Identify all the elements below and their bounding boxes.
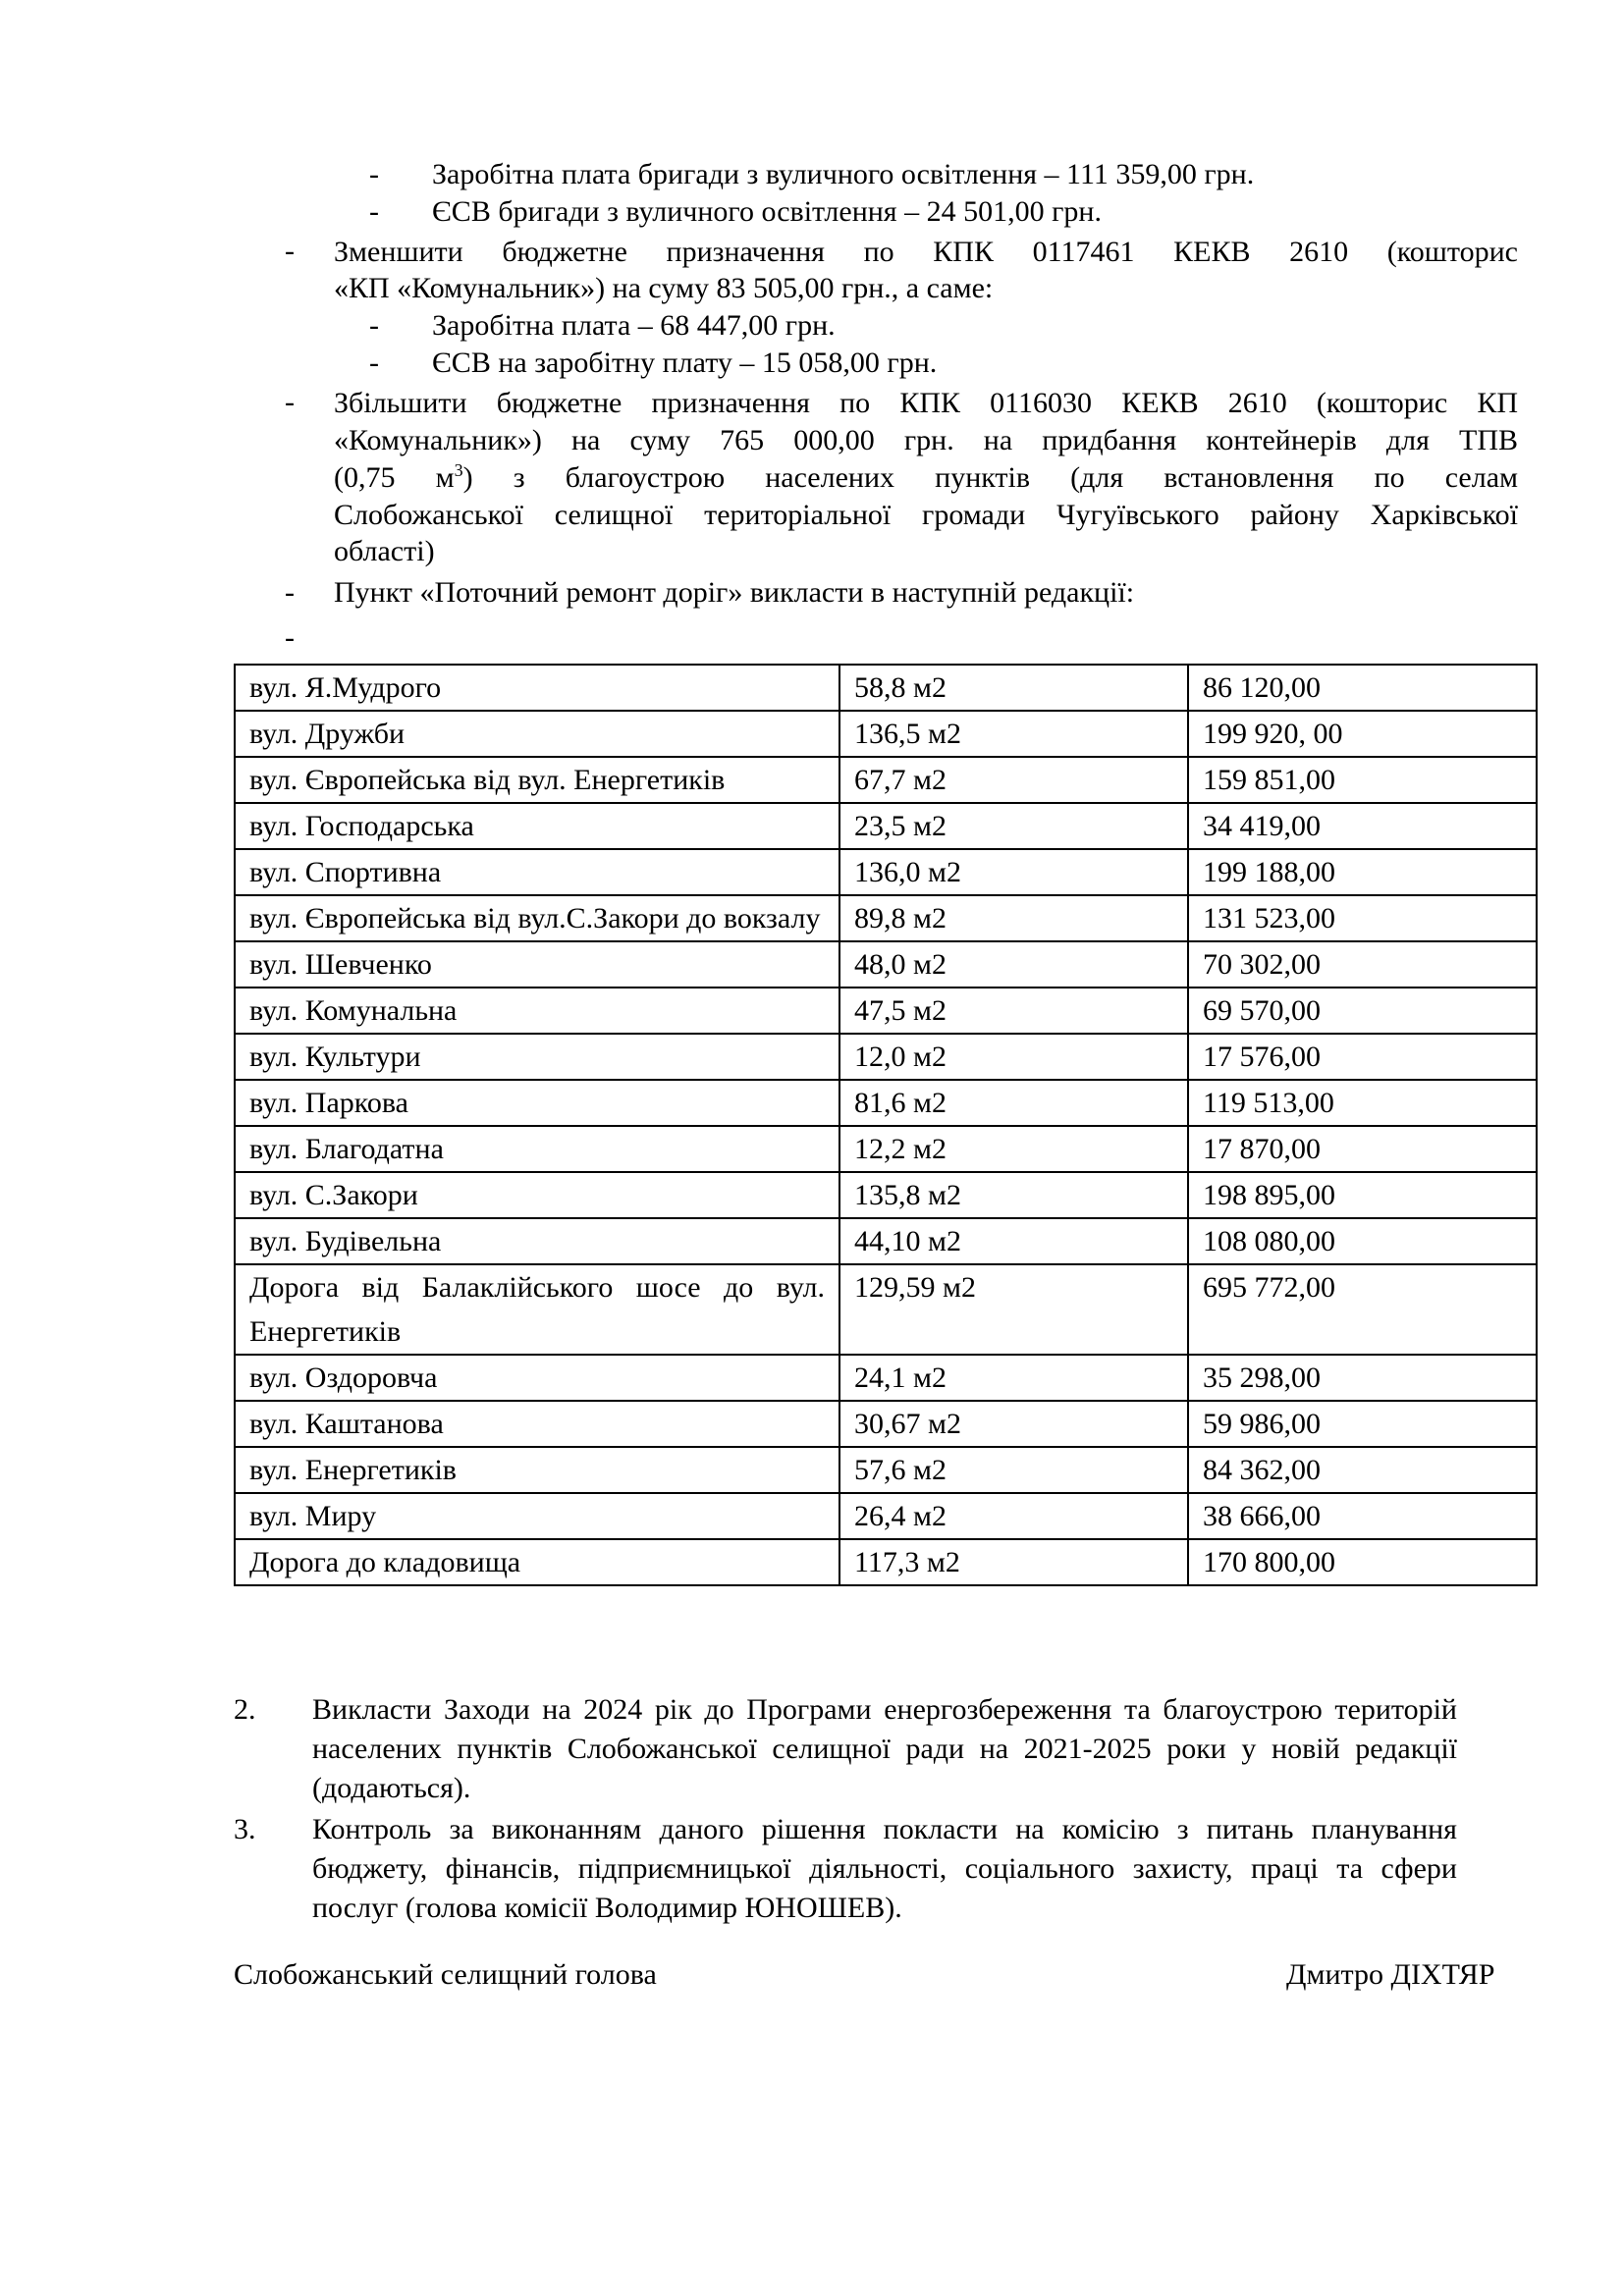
list-dash: - (285, 576, 295, 609)
table-row (235, 895, 1537, 941)
list-dash: - (369, 309, 379, 342)
list-dash: - (369, 195, 379, 228)
table-row (235, 1355, 1537, 1401)
area-cell: 47,5 м2 (839, 988, 1188, 1034)
cost-cell: 159 851,00 (1188, 757, 1537, 803)
list-dash: - (285, 235, 295, 267)
area-cell: 67,7 м2 (839, 757, 1188, 803)
list-dash: - (369, 158, 379, 190)
roads-item-text: Пункт «Поточний ремонт доріг» викласти в наступній редакції: (334, 576, 1135, 609)
street-cell: вул. Каштанова (235, 1401, 839, 1447)
table-row (235, 1172, 1537, 1218)
table-row (235, 1493, 1537, 1539)
area-cell: 136,5 м2 (839, 711, 1188, 757)
sub-item-esv-lighting: ЄСВ бригади з вуличного освітлення – 24 501,00 грн. (432, 195, 1102, 228)
street-cell: Дорога від Балаклійського шосе до вул. Енергетиків (235, 1264, 839, 1355)
cost-cell: 199 188,00 (1188, 849, 1537, 895)
table-row (235, 941, 1537, 988)
street-cell: вул. Благодатна (235, 1126, 839, 1172)
cost-cell: 119 513,00 (1188, 1080, 1537, 1126)
item-number: 2. (234, 1693, 256, 1726)
item-number: 3. (234, 1813, 256, 1845)
cost-cell: 70 302,00 (1188, 941, 1537, 988)
cost-cell: 17 576,00 (1188, 1034, 1537, 1080)
street-cell: вул. Господарська (235, 803, 839, 849)
street-cell: вул. Шевченко (235, 941, 839, 988)
increase-line3-pre: (0,75 м (334, 461, 455, 494)
table-row (235, 1264, 1537, 1355)
cost-cell: 35 298,00 (1188, 1355, 1537, 1401)
area-cell: 12,2 м2 (839, 1126, 1188, 1172)
area-cell: 48,0 м2 (839, 941, 1188, 988)
table-row (235, 1401, 1537, 1447)
cost-cell: 86 120,00 (1188, 665, 1537, 711)
sub-item-esv: ЄСВ на заробітну плату – 15 058,00 грн. (432, 347, 938, 379)
area-cell: 24,1 м2 (839, 1355, 1188, 1401)
increase-item-line1: Збільшити бюджетне призначення по КПК 0116030 КЕКВ 2610 (кошторис КП (334, 387, 1518, 419)
increase-item-line5: області) (334, 535, 435, 567)
area-cell: 81,6 м2 (839, 1080, 1188, 1126)
cost-cell: 38 666,00 (1188, 1493, 1537, 1539)
area-cell: 44,10 м2 (839, 1218, 1188, 1264)
table-row (235, 757, 1537, 803)
cost-cell: 131 523,00 (1188, 895, 1537, 941)
cost-cell: 108 080,00 (1188, 1218, 1537, 1264)
sub-item-salary: Заробітна плата – 68 447,00 грн. (432, 309, 836, 342)
table-row (235, 711, 1537, 757)
list-dash: - (369, 347, 379, 379)
area-cell: 23,5 м2 (839, 803, 1188, 849)
increase-item-line2: «Комунальник») на суму 765 000,00 грн. на придбання контейнерів для ТПВ (334, 424, 1518, 456)
table-row (235, 1034, 1537, 1080)
street-cell: вул. Європейська від вул. Енергетиків (235, 757, 839, 803)
area-cell: 89,8 м2 (839, 895, 1188, 941)
street-cell: вул. Дружби (235, 711, 839, 757)
list-dash: - (285, 386, 295, 418)
street-cell: вул. Я.Мудрого (235, 665, 839, 711)
area-cell: 58,8 м2 (839, 665, 1188, 711)
cost-cell: 59 986,00 (1188, 1401, 1537, 1447)
increase-item-line3 (334, 459, 1518, 496)
street-cell: вул. Комунальна (235, 988, 839, 1034)
decrease-item-line1: Зменшити бюджетне призначення по КПК 0117461 КЕКВ 2610 (кошторис (334, 236, 1518, 268)
list-dash: - (285, 621, 295, 654)
item-text: Викласти Заходи на 2024 рік до Програми енергозбереження та благоустрою територій населених пунктів Слобожанської селищної ради на 2021-2025 роки у новій редакції (додаються). (312, 1693, 1457, 1804)
cost-cell: 170 800,00 (1188, 1539, 1537, 1585)
cubic-superscript: 3 (454, 460, 463, 480)
roads-table (234, 664, 1538, 1586)
area-cell: 129,59 м2 (839, 1264, 1188, 1355)
street-cell: вул. Спортивна (235, 849, 839, 895)
area-cell: 117,3 м2 (839, 1539, 1188, 1585)
table-row (235, 1218, 1537, 1264)
area-cell: 135,8 м2 (839, 1172, 1188, 1218)
item-text: Контроль за виконанням даного рішення покласти на комісію з питань планування бюджету, фінансів, підприємницької діяльності, соціального захисту, праці та сфери послуг (голова комісії Володимир ЮНОШЕВ). (312, 1813, 1457, 1924)
street-cell: вул. Оздоровча (235, 1355, 839, 1401)
area-cell: 30,67 м2 (839, 1401, 1188, 1447)
area-cell: 26,4 м2 (839, 1493, 1188, 1539)
table-row (235, 1080, 1537, 1126)
signature-name: Дмитро ДІХТЯР (1286, 1958, 1495, 1991)
cost-cell: 198 895,00 (1188, 1172, 1537, 1218)
decrease-item-line2: «КП «Комунальник») на суму 83 505,00 грн., а саме: (334, 272, 994, 304)
cost-cell: 69 570,00 (1188, 988, 1537, 1034)
table-row (235, 665, 1537, 711)
sub-item-salary-lighting: Заробітна плата бригади з вуличного освітлення – 111 359,00 грн. (432, 158, 1255, 190)
cost-cell: 199 920, 00 (1188, 711, 1537, 757)
street-cell: вул. Культури (235, 1034, 839, 1080)
street-cell: вул. Будівельна (235, 1218, 839, 1264)
table-row (235, 1447, 1537, 1493)
table-row (235, 849, 1537, 895)
street-cell: вул. Миру (235, 1493, 839, 1539)
cost-cell: 34 419,00 (1188, 803, 1537, 849)
street-cell: Дорога до кладовища (235, 1539, 839, 1585)
signature-position: Слобожанський селищний голова (234, 1958, 657, 1991)
area-cell: 57,6 м2 (839, 1447, 1188, 1493)
cost-cell: 17 870,00 (1188, 1126, 1537, 1172)
table-row (235, 988, 1537, 1034)
table-row (235, 803, 1537, 849)
street-cell: вул. Енергетиків (235, 1447, 839, 1493)
table-row (235, 1539, 1537, 1585)
area-cell: 12,0 м2 (839, 1034, 1188, 1080)
cost-cell: 84 362,00 (1188, 1447, 1537, 1493)
street-cell: вул. Паркова (235, 1080, 839, 1126)
increase-item-line4: Слобожанської селищної територіальної громади Чугуївського району Харківської (334, 499, 1518, 531)
table-row (235, 1126, 1537, 1172)
increase-line3-post: ) з благоустрою населених пунктів (для встановлення по селам (462, 461, 1518, 494)
street-cell: вул. Європейська від вул.С.Закори до вокзалу (235, 895, 839, 941)
area-cell: 136,0 м2 (839, 849, 1188, 895)
cost-cell: 695 772,00 (1188, 1264, 1537, 1355)
street-cell: вул. С.Закори (235, 1172, 839, 1218)
